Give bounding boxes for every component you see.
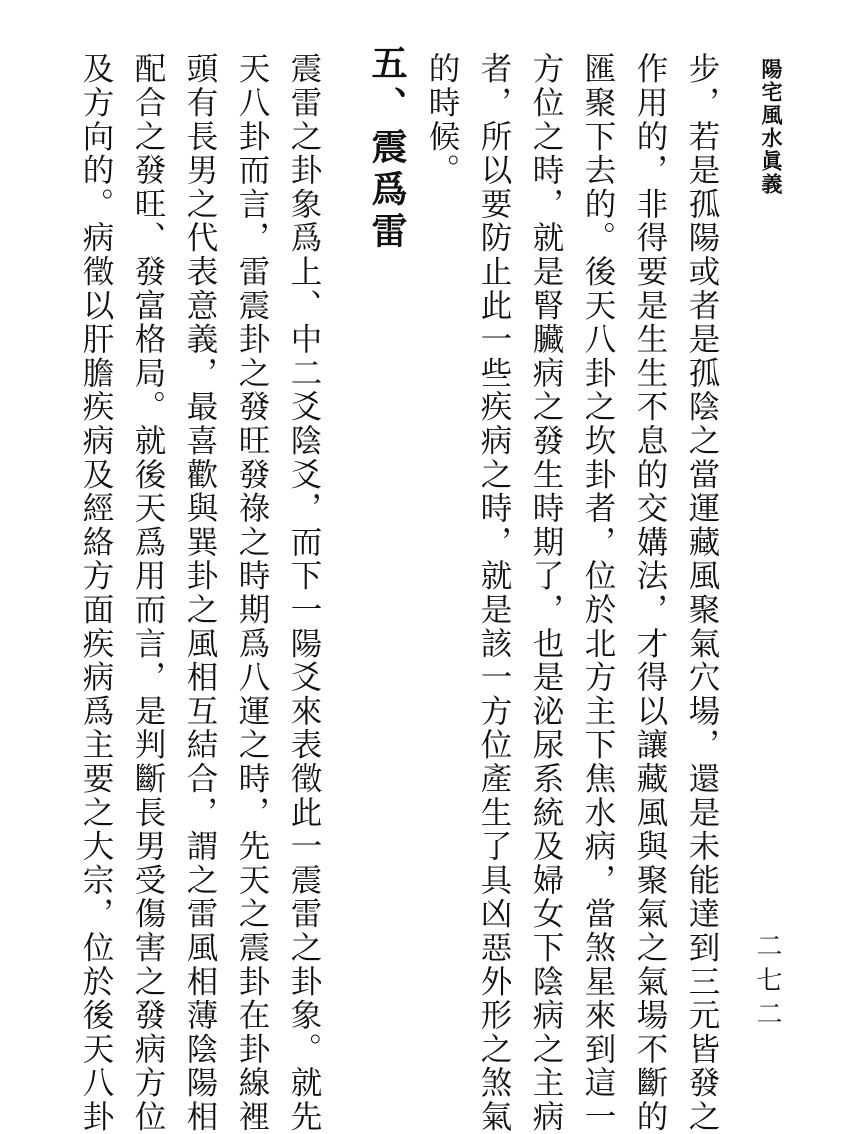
section-heading: 五、震爲雷 xyxy=(366,44,407,254)
text-column: 及方向的。病徵以肝膽疾病及經絡方面疾病爲主要之大宗，位於後天八卦 xyxy=(78,52,114,1134)
text-column: 步，若是孤陽或者是孤陰之當運藏風聚氣穴場，還是未能達到三元皆發之 xyxy=(684,52,720,1134)
text-column: 頭有長男之代表意義，最喜歡與巽卦之風相互結合，謂之雷風相薄陰陽相 xyxy=(182,52,218,1134)
text-column: 天八卦而言，雷震卦之發旺發祿之時期爲八運之時，先天之震卦在卦線裡 xyxy=(234,52,270,1134)
text-column: 震雷之卦象爲上、中二爻陰爻，而下一陽爻來表徵此一震雷之卦象。就先 xyxy=(286,52,322,1134)
text-column: 匯聚下去的。後天八卦之坎卦者，位於北方主下焦水病，當煞星來到這一 xyxy=(580,52,616,1134)
text-column: 方位之時，就是腎臟病之發生時期了，也是泌尿系統及婦女下陰病之主病 xyxy=(528,52,564,1134)
page-number: 二七二 xyxy=(752,932,782,1034)
text-column: 的時候。 xyxy=(424,52,460,188)
running-title: 陽宅風水眞義 xyxy=(759,58,784,196)
text-column: 者，所以要防止此一些疾病之時，就是該一方位產生了具凶惡外形之煞氣 xyxy=(476,52,512,1134)
text-column: 配合之發旺、發富格局。就後天爲用而言，是判斷長男受傷害之發病方位 xyxy=(130,52,166,1134)
text-column: 作用的，非得要是生生不息的交媾法，才得以讓藏風與聚氣之氣場不斷的 xyxy=(632,52,668,1134)
